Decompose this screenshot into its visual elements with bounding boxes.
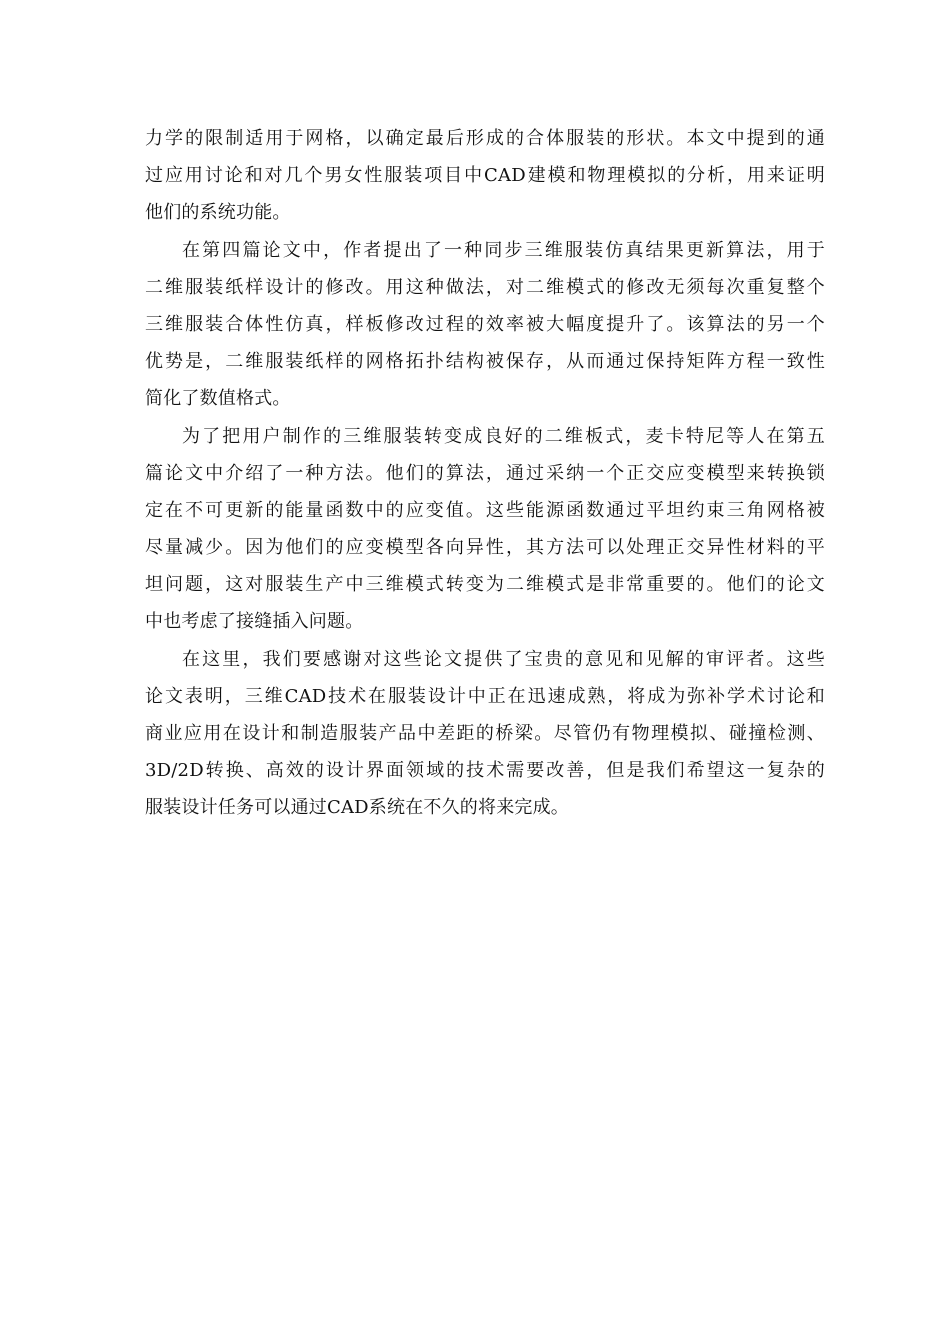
text-line: 简化了数值格式。 [145, 388, 291, 410]
text-line: 三维服装合体性仿真，样板修改过程的效率被大幅度提升了。该算法的另一个 [145, 313, 825, 335]
text-line: 3D/2D转换、高效的设计界面领域的技术需要改善，但是我们希望这一复杂的 [145, 760, 825, 782]
text-line: 优势是，二维服装纸样的网格拓扑结构被保存，从而通过保持矩阵方程一致性 [145, 351, 825, 373]
text-line: 定在不可更新的能量函数中的应变值。这些能源函数通过平坦约束三角网格被 [145, 499, 825, 521]
text-line: 二维服装纸样设计的修改。用这种做法，对二维模式的修改无须每次重复整个 [145, 276, 825, 298]
text-line: 坦问题，这对服装生产中三维模式转变为二维模式是非常重要的。他们的论文 [145, 574, 825, 596]
text-line: 在第四篇论文中，作者提出了一种同步三维服装仿真结果更新算法，用于 [182, 239, 825, 261]
text-line: 为了把用户制作的三维服装转变成良好的二维板式，麦卡特尼等人在第五 [182, 425, 825, 447]
text-line: 尽量减少。因为他们的应变模型各向异性，其方法可以处理正交异性材料的平 [145, 537, 825, 559]
text-line: 他们的系统功能。 [145, 202, 291, 224]
text-line: 中也考虑了接缝插入问题。 [145, 611, 364, 633]
body-text [145, 120, 825, 827]
text-line: 在这里，我们要感谢对这些论文提供了宝贵的意见和见解的审评者。这些 [182, 648, 825, 670]
text-line: 服装设计任务可以通过CAD系统在不久的将来完成。 [145, 797, 570, 819]
text-line: 商业应用在设计和制造服装产品中差距的桥梁。尽管仍有物理模拟、碰撞检测、 [145, 723, 825, 744]
text-line: 论文表明，三维CAD技术在服装设计中正在迅速成熟，将成为弥补学术讨论和 [145, 685, 825, 707]
text-line: 过应用讨论和对几个男女性服装项目中CAD建模和物理模拟的分析，用来证明 [145, 165, 825, 187]
text-line: 力学的限制适用于网格，以确定最后形成的合体服装的形状。本文中提到的通 [145, 128, 825, 149]
text-line: 篇论文中介绍了一种方法。他们的算法，通过采纳一个正交应变模型来转换锁 [145, 462, 825, 484]
